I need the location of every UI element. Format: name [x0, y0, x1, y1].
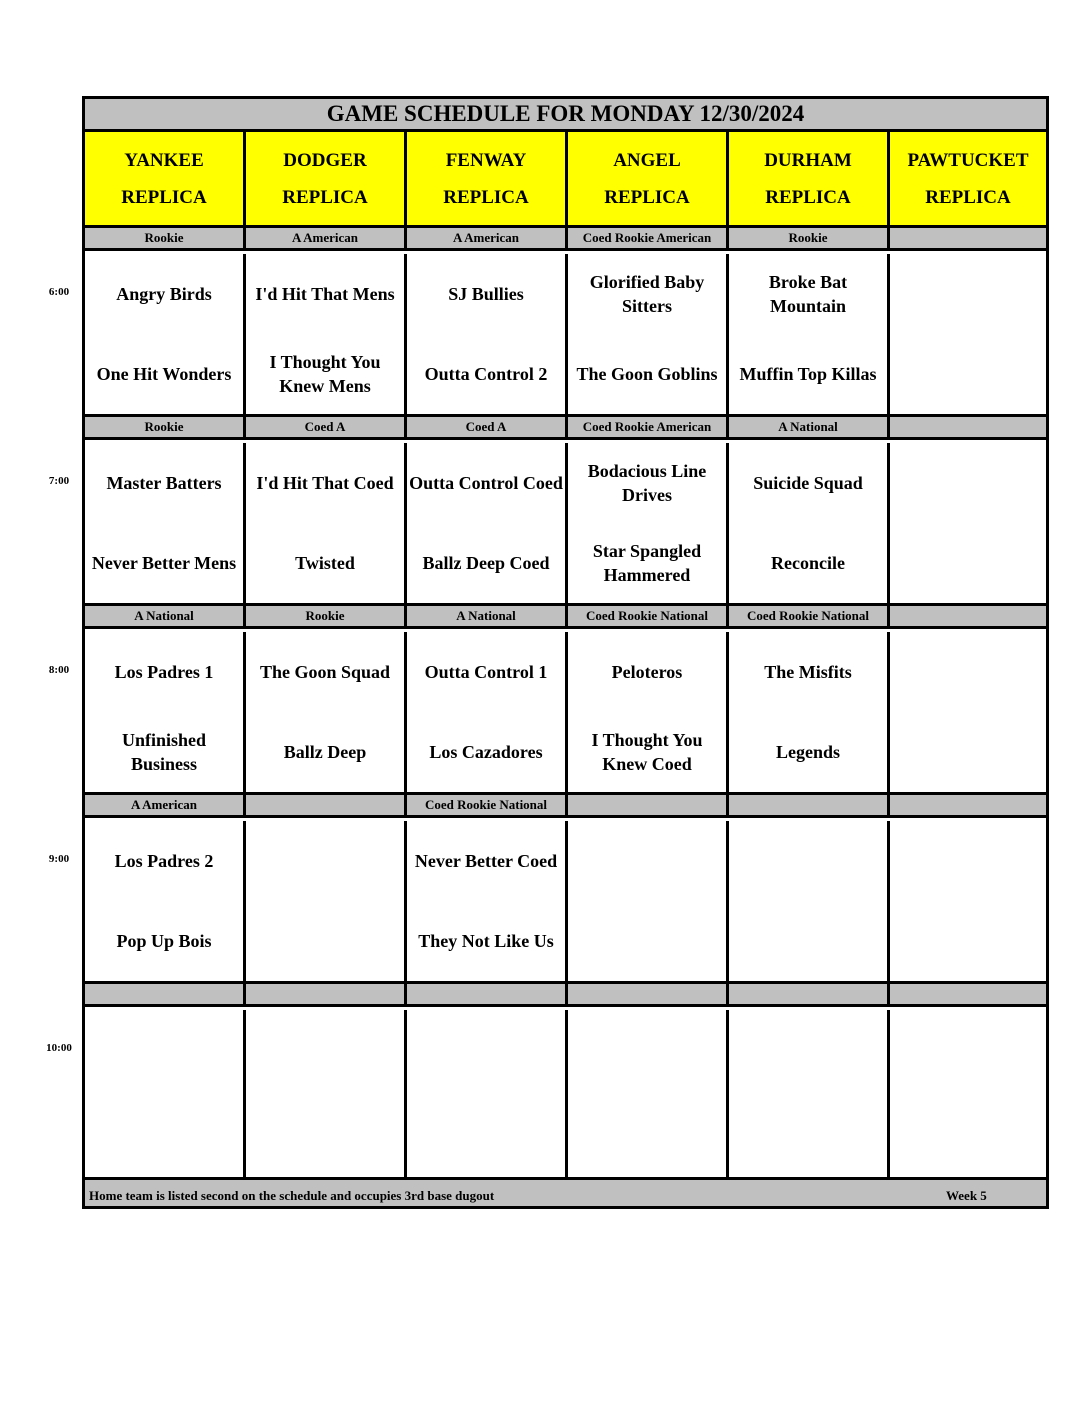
time-label: 7:00 — [48, 475, 70, 487]
division-row — [85, 228, 1046, 251]
division-row — [85, 984, 1046, 1007]
venue-sub: REPLICA — [121, 186, 207, 208]
division-label: A National — [85, 606, 246, 626]
game-cell — [890, 821, 1046, 981]
venue-name: YANKEE — [124, 149, 204, 171]
game-cell — [407, 443, 568, 603]
away-team: Los Padres 1 — [114, 662, 214, 682]
division-label: A American — [407, 228, 568, 248]
game-cell — [407, 1010, 568, 1177]
home-team — [729, 1093, 887, 1176]
home-team: Unfinished Business — [121, 730, 207, 774]
home-team: Legends — [775, 742, 840, 762]
home-team: They Not Like Us — [418, 931, 554, 951]
venue-name: PAWTUCKET — [907, 149, 1029, 171]
away-team: Angry Birds — [116, 284, 212, 304]
away-team: Bodacious Line Drives — [587, 461, 707, 505]
away-team — [729, 1010, 887, 1093]
time-label: 8:00 — [48, 664, 70, 676]
home-team: The Goon Goblins — [576, 364, 718, 384]
game-slot-row — [85, 254, 1046, 417]
away-team: Never Better Coed — [414, 851, 558, 871]
division-label — [246, 984, 407, 1004]
away-team: Outta Control 1 — [424, 662, 548, 682]
home-team: Los Cazadores — [429, 742, 543, 762]
away-team: The Goon Squad — [259, 662, 391, 682]
game-cell — [729, 443, 890, 603]
game-cell — [85, 632, 246, 792]
division-label — [890, 417, 1046, 437]
division-label: Coed A — [246, 417, 407, 437]
away-team — [246, 821, 404, 901]
game-cell — [568, 821, 729, 981]
away-team: Glorified Baby Sitters — [589, 272, 705, 316]
game-cell — [890, 1010, 1046, 1177]
away-team: I'd Hit That Coed — [256, 473, 394, 493]
venue-sub: REPLICA — [443, 186, 529, 208]
time-label: 9:00 — [48, 853, 70, 865]
home-team: I Thought You Knew Coed — [591, 730, 703, 774]
away-team — [85, 1010, 243, 1093]
game-cell — [729, 1010, 890, 1177]
home-team: Outta Control 2 — [424, 364, 548, 384]
home-team — [890, 901, 1046, 981]
home-team — [568, 901, 726, 981]
venue-sub: REPLICA — [925, 186, 1011, 208]
away-team — [729, 821, 887, 901]
away-team — [890, 821, 1046, 901]
home-team: One Hit Wonders — [96, 364, 232, 384]
game-cell — [246, 632, 407, 792]
division-label: A American — [246, 228, 407, 248]
home-team — [729, 901, 887, 981]
away-team — [568, 821, 726, 901]
game-cell — [407, 254, 568, 414]
game-cell — [246, 443, 407, 603]
game-slot-row — [85, 821, 1046, 984]
division-label: Coed Rookie American — [568, 228, 729, 248]
game-cell — [85, 821, 246, 981]
home-team: Pop Up Bois — [116, 931, 212, 951]
venue-fenway — [407, 132, 568, 225]
away-team: Broke Bat Mountain — [768, 272, 848, 316]
division-label: Rookie — [729, 228, 890, 248]
venue-name: DODGER — [283, 149, 367, 171]
time-label: 10:00 — [46, 1042, 72, 1054]
home-team — [246, 1093, 404, 1176]
home-team: Ballz Deep Coed — [422, 553, 550, 573]
venue-name: ANGEL — [613, 149, 681, 171]
division-label — [568, 795, 729, 815]
home-team — [407, 1093, 565, 1176]
away-team: The Misfits — [764, 662, 852, 682]
schedule-table — [82, 96, 1049, 1209]
division-label: Coed Rookie American — [568, 417, 729, 437]
division-label — [890, 228, 1046, 248]
game-cell — [729, 821, 890, 981]
away-team — [890, 254, 1046, 334]
home-team: Star Spangled Hammered — [592, 541, 702, 585]
game-cell — [85, 254, 246, 414]
venue-yankee — [85, 132, 246, 225]
away-team — [890, 1010, 1046, 1093]
game-cell — [568, 632, 729, 792]
division-label: Rookie — [85, 417, 246, 437]
home-team: Ballz Deep — [283, 742, 367, 762]
game-cell — [85, 1010, 246, 1177]
division-label: Coed A — [407, 417, 568, 437]
away-team: Suicide Squad — [753, 473, 863, 493]
division-label — [568, 984, 729, 1004]
game-cell — [729, 254, 890, 414]
home-team — [568, 1093, 726, 1176]
venue-header-row — [85, 132, 1046, 228]
away-team: Peloteros — [611, 662, 683, 682]
game-cell — [85, 443, 246, 603]
home-team: I Thought You Knew Mens — [269, 352, 381, 396]
game-cell — [890, 254, 1046, 414]
away-team — [890, 443, 1046, 523]
division-label: A National — [729, 417, 890, 437]
game-cell — [568, 254, 729, 414]
division-label — [890, 795, 1046, 815]
away-team: Los Padres 2 — [114, 851, 214, 871]
away-team: Master Batters — [106, 473, 222, 493]
division-label — [729, 984, 890, 1004]
game-cell — [568, 1010, 729, 1177]
home-team-note: Home team is listed second on the schedule and occupies 3rd base dugout — [89, 1188, 495, 1203]
division-label — [890, 984, 1046, 1004]
game-cell — [246, 254, 407, 414]
game-cell — [568, 443, 729, 603]
division-label — [85, 984, 246, 1004]
game-cell — [246, 821, 407, 981]
home-team: Twisted — [295, 553, 355, 573]
venue-sub: REPLICA — [604, 186, 690, 208]
division-label — [407, 984, 568, 1004]
game-slot-row — [85, 443, 1046, 606]
division-label: A National — [407, 606, 568, 626]
home-team — [890, 712, 1046, 792]
game-slot-row — [85, 1010, 1046, 1177]
game-cell — [890, 443, 1046, 603]
venue-sub: REPLICA — [282, 186, 368, 208]
division-label: Rookie — [246, 606, 407, 626]
away-team: I'd Hit That Mens — [255, 284, 395, 304]
home-team: Muffin Top Killas — [739, 364, 877, 384]
game-cell — [246, 1010, 407, 1177]
away-team — [246, 1010, 404, 1093]
away-team: SJ Bullies — [448, 284, 524, 304]
home-team — [890, 1093, 1046, 1176]
division-label — [246, 795, 407, 815]
away-team — [890, 632, 1046, 712]
venue-name: DURHAM — [764, 149, 852, 171]
division-label: Coed Rookie National — [568, 606, 729, 626]
division-row — [85, 606, 1046, 629]
away-team — [407, 1010, 565, 1093]
game-cell — [729, 632, 890, 792]
home-team — [246, 901, 404, 981]
venue-pawtucket — [890, 132, 1046, 225]
game-cell — [890, 632, 1046, 792]
game-slot-row — [85, 632, 1046, 795]
home-team — [85, 1093, 243, 1176]
division-label: Coed Rookie National — [729, 606, 890, 626]
home-team: Never Better Mens — [91, 553, 237, 573]
home-team — [890, 523, 1046, 603]
schedule-footer — [85, 1177, 1046, 1206]
division-row — [85, 417, 1046, 440]
venue-name: FENWAY — [445, 149, 527, 171]
division-row — [85, 795, 1046, 818]
schedule-title: GAME SCHEDULE FOR MONDAY 12/30/2024 — [85, 99, 1046, 132]
division-label — [729, 795, 890, 815]
division-label — [890, 606, 1046, 626]
away-team: Outta Control Coed — [409, 473, 563, 493]
division-label: Coed Rookie National — [407, 795, 568, 815]
time-label: 6:00 — [48, 286, 70, 298]
division-label: A American — [85, 795, 246, 815]
venue-dodger — [246, 132, 407, 225]
home-team — [890, 334, 1046, 414]
week-label: Week 5 — [946, 1188, 987, 1203]
game-cell — [407, 821, 568, 981]
venue-angel — [568, 132, 729, 225]
game-cell — [407, 632, 568, 792]
venue-durham — [729, 132, 890, 225]
home-team: Reconcile — [771, 553, 845, 573]
division-label: Rookie — [85, 228, 246, 248]
away-team — [568, 1010, 726, 1093]
venue-sub: REPLICA — [765, 186, 851, 208]
